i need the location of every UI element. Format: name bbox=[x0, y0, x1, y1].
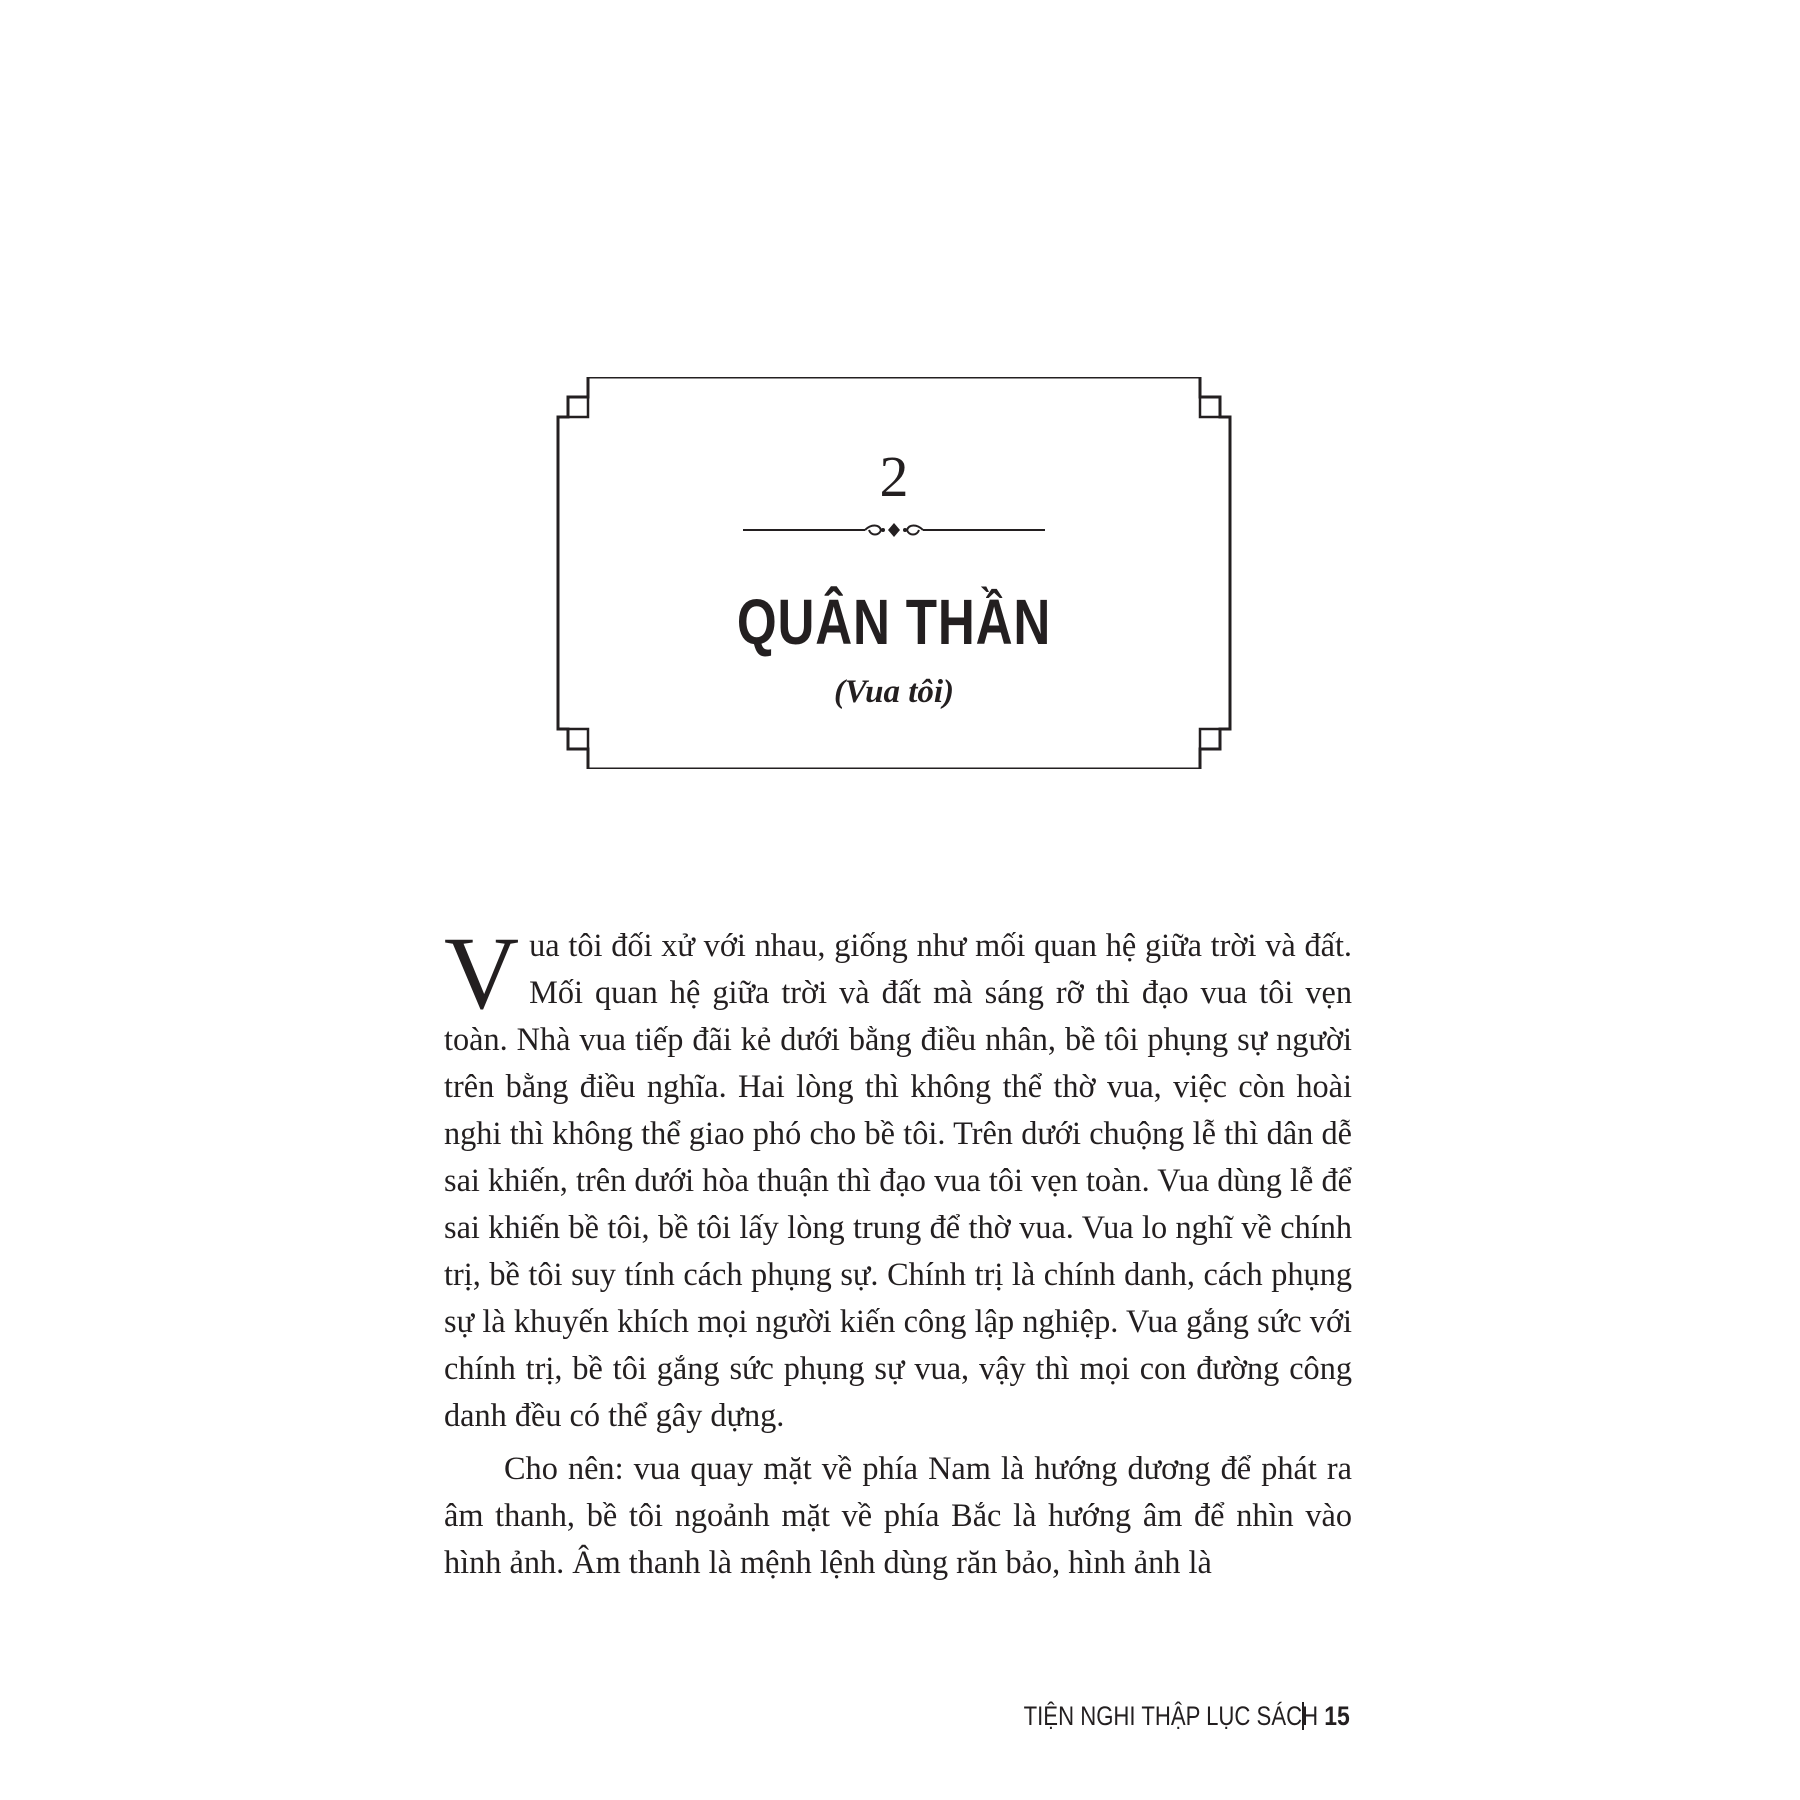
paragraph-2: Cho nên: vua quay mặt về phía Nam là hướng dương để phát ra âm thanh, bề tôi ngoảnh mặt về phía Bắc là hướng âm để nhìn vào hình ảnh. Âm thanh là mệnh lệnh dùng răn bảo, hình ảnh là bbox=[444, 1450, 1352, 1580]
ornament-divider-icon bbox=[743, 520, 1045, 540]
page-number: 15 bbox=[1324, 1701, 1350, 1731]
chapter-subtitle: (Vua tôi) bbox=[833, 674, 955, 710]
paragraph-1 bbox=[444, 916, 1352, 1439]
paragraph-1-text: ua tôi đối xử với nhau, giống như mối quan hệ giữa trời và đất. Mối quan hệ giữa trời và đất mà sáng rỡ thì đạo vua tôi vẹn toàn. Nhà vua tiếp đãi kẻ dưới bằng điều nhân, bề tôi phụng sự người trên bằng điều nghĩa. Hai lòng thì không thể thờ vua, việc còn hoài nghi thì không thể giao phó cho bề tôi. Trên dưới chuộng lễ thì dân dễ sai khiến, trên dưới hòa thuận thì đạo vua tôi vẹn toàn. Vua dùng lễ để sai khiến bề tôi, bề tôi lấy lòng trung để thờ vua. Vua lo nghĩ về chính trị, bề tôi suy tính cách phụng sự. Chính trị là chính danh, cách phụng sự là khuyến khích mọi người kiến công lập nghiệp. Vua gắng sức với chính trị, bề tôi gắng sức phụng sự vua, vậy thì mọi con đường công danh đều có thể gây dựng. bbox=[444, 927, 1352, 1433]
page-footer bbox=[959, 1698, 1352, 1734]
body-text bbox=[444, 916, 1352, 1592]
drop-cap: V bbox=[444, 916, 520, 1031]
chapter-title: QUÂN THẦN bbox=[736, 586, 1052, 658]
chapter-heading-box bbox=[554, 377, 1234, 769]
running-footer-title: TIỆN NGHI THẬP LỤC SÁCH bbox=[1023, 1701, 1318, 1731]
chapter-number: 2 bbox=[879, 444, 909, 509]
